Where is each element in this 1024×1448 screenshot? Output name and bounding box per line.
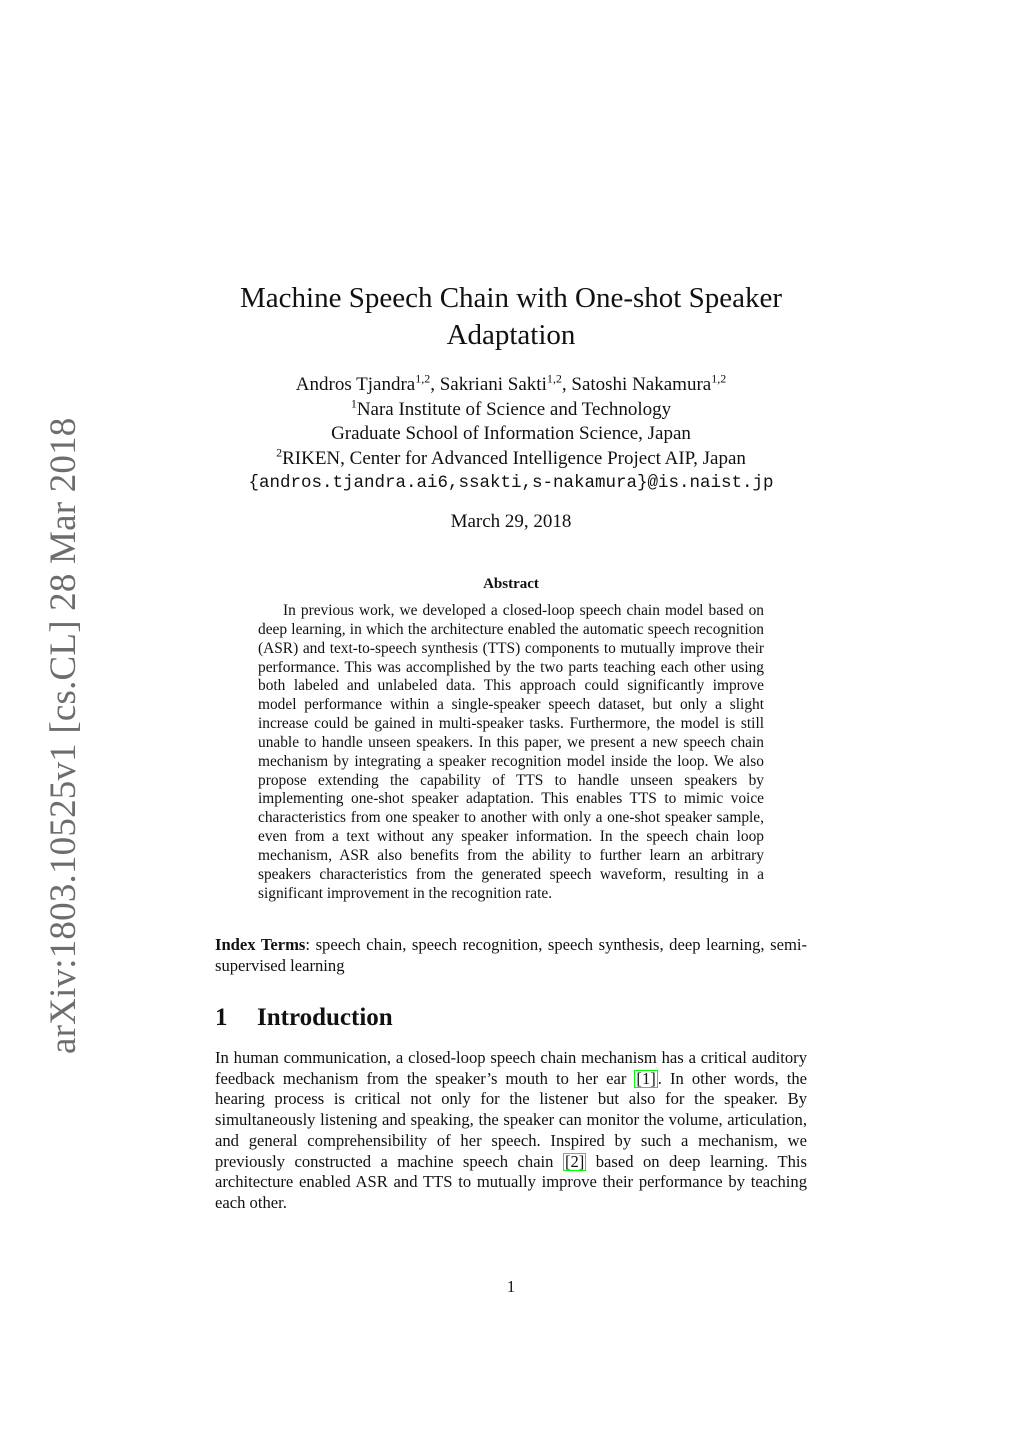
citation-link-1[interactable]: [1]	[636, 1068, 656, 1088]
author-email[interactable]: {andros.tjandra.ai6,ssakti,s-nakamura}@is.naist.jp	[248, 473, 774, 493]
author-list	[215, 373, 807, 398]
affiliation-1-department: Graduate School of Information Science, Japan	[331, 423, 691, 444]
paper-title	[215, 280, 807, 354]
section-title: Introduction	[257, 1004, 393, 1031]
index-terms-label: Index Terms	[215, 935, 306, 954]
section-number: 1	[215, 1004, 228, 1031]
author-separator: ,	[430, 374, 440, 395]
author-name: Sakriani Sakti	[439, 374, 547, 395]
author-affiliation-mark: 1,2	[711, 371, 727, 386]
author-name: Andros Tjandra	[295, 374, 416, 395]
affiliation-mark: 1	[350, 396, 357, 411]
arxiv-identifier-stamp: arXiv:1803.10525v1 [cs.CL] 28 Mar 2018	[43, 417, 84, 1054]
index-terms-text: : speech chain, speech recognition, speech synthesis, deep learning, semi-supervised learning	[215, 935, 807, 975]
abstract-heading: Abstract	[483, 576, 539, 592]
title-line-2: Adaptation	[446, 319, 576, 351]
page-number: 1	[506, 1277, 516, 1296]
author-block	[215, 373, 807, 496]
affiliation-text: RIKEN, Center for Advanced Intelligence Project AIP, Japan	[282, 447, 746, 469]
abstract-text: In previous work, we developed a closed-loop speech chain model based on deep learning, in which the architecture enabled the automatic speech recognition (ASR) and text-to-speech synthesis (TTS) components to mutually improve their performance. This was accomplished by the two parts teaching each other using both labeled and unlabeled data. This approach could significantly improve model performance within a single-speaker speech dataset, but only a slight increase could be gained in multi-speaker tasks. Furthermore, the model is still unable to handle unseen speakers. In this paper, we present a new speech chain mechanism by integrating a speaker recognition model inside the loop. We also propose extending the capability of TTS to handle unseen speakers by implementing one-shot speaker adaptation. This enables TTS to mimic voice characteristics from one speaker to another with only a one-shot speaker sample, even from a text without any speaker information. In the speech chain loop mechanism, ASR also benefits from the ability to further learn an arbitrary speakers characteristics from the generated speech waveform, resulting in a significant improvement in the recognition rate.	[258, 602, 764, 902]
intro-text: based on deep learning. This architecture enabled ASR and TTS to mutually improve their performance by teaching each other.	[215, 1151, 807, 1212]
section-heading-introduction	[215, 1004, 807, 1032]
citation-link-2[interactable]: [2]	[564, 1151, 585, 1171]
introduction-paragraph	[215, 1048, 807, 1214]
affiliation-text: Nara Institute of Science and Technology	[356, 398, 672, 420]
intro-text: . In other words, the hearing process is critical not only for the listener but also for the speaker. By simultaneously listening and speaking, the speaker can monitor the volume, articulation, and general comprehensibility of her speech. Inspired by such a mechanism, we previously constructed a machine speech chain	[215, 1068, 807, 1171]
author-affiliation-mark: 1,2	[415, 371, 431, 386]
title-line-1: Machine Speech Chain with One-shot Speaker	[240, 282, 782, 314]
author-name: Satoshi Nakamura	[571, 374, 712, 395]
affiliation-mark: 2	[276, 445, 283, 460]
affiliation-1	[215, 398, 807, 423]
paper-date: March 29, 2018	[450, 511, 572, 532]
intro-text: In human communication, a closed-loop speech chain mechanism has a critical auditory feedback mechanism from the speaker’s mouth to her ear	[215, 1048, 807, 1088]
author-separator: ,	[561, 374, 572, 395]
index-terms	[215, 934, 807, 976]
author-affiliation-mark: 1,2	[546, 371, 562, 386]
affiliation-2	[215, 447, 807, 472]
